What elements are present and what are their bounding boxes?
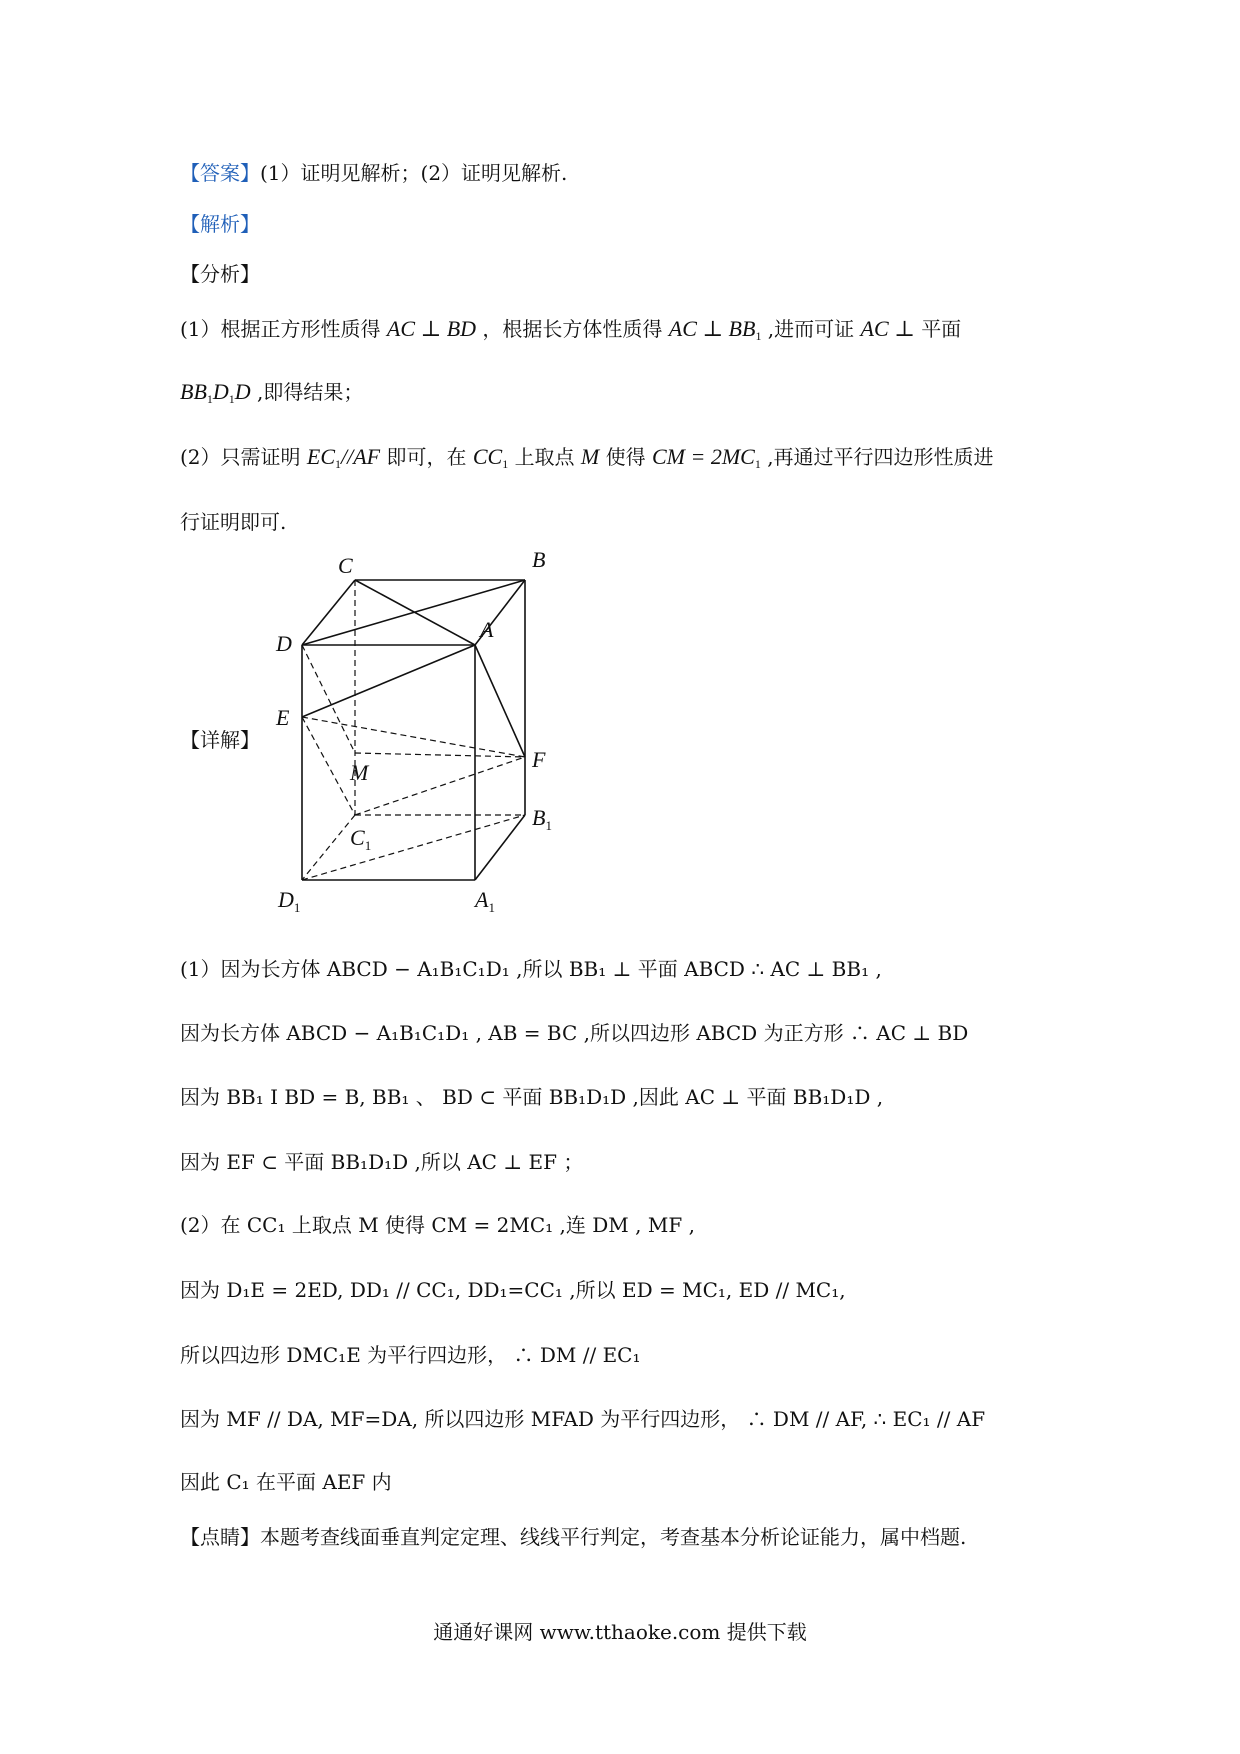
analysis-tag-line	[180, 209, 260, 239]
detail-line-7: 所以四边形 DMC₁E 为平行四边形， ∴ DM // EC₁	[180, 1343, 641, 1367]
dianjing-line	[180, 1522, 966, 1552]
subscript: 1	[755, 329, 762, 343]
answer-tag: 【答案】	[180, 161, 260, 185]
edge-CD	[302, 580, 355, 645]
label-letter: B	[532, 805, 546, 830]
subscript: 1	[502, 457, 509, 471]
dianjing-tag: 【点睛】	[180, 1525, 260, 1549]
math-expr-text: CM = 2MC	[651, 444, 755, 469]
subscript: 1	[754, 457, 761, 471]
label-E: E	[276, 705, 290, 730]
fenxi-line-3	[180, 442, 994, 479]
answer-text: (1）证明见解析；(2）证明见解析.	[260, 161, 568, 185]
math-expr-text: AC ⊥ BB	[668, 316, 756, 341]
label-letter: D	[278, 887, 294, 912]
math-expr-text: CC	[472, 444, 503, 469]
line-AF	[475, 645, 525, 757]
cuboid-figure	[270, 545, 570, 925]
subscript: 1	[206, 392, 213, 406]
line-EA	[302, 645, 475, 717]
fenxi-tag-line	[180, 259, 260, 289]
math-expr	[652, 444, 761, 469]
dianjing-text: 本题考查线面垂直判定定理、线线平行判定，考查基本分析论证能力，属中档题.	[260, 1525, 967, 1549]
page-footer: 通通好课网 www.tthaoke.com 提供下载	[433, 1620, 807, 1644]
label-C: C	[338, 553, 353, 578]
hidden-line-EC1	[302, 717, 355, 815]
label-A: A	[480, 617, 494, 642]
fenxi-text: 上取点	[514, 445, 575, 469]
label-F: F	[532, 747, 546, 772]
math-expr-text: D	[212, 379, 229, 404]
hidden-line-EF	[302, 717, 525, 757]
detail-line-4: 因为 EF ⊂ 平面 BB₁D₁D ,所以 AC ⊥ EF ；	[180, 1150, 584, 1174]
label-D: D	[276, 631, 292, 656]
label-subscript: 1	[293, 900, 301, 915]
detail-tag: 【详解】	[180, 728, 260, 752]
math-expr	[669, 316, 762, 341]
hidden-line-C1F	[355, 757, 525, 815]
detail-line-1: (1）因为长方体 ABCD − A₁B₁C₁D₁ ,所以 BB₁ ⊥ 平面 ABCD ∴ AC ⊥ BB₁ ,	[180, 957, 882, 981]
fenxi-text: (1）根据正方形性质得	[180, 317, 381, 341]
fenxi-line-2	[180, 377, 363, 414]
label-subscript: 1	[488, 900, 495, 915]
fenxi-line-1	[180, 314, 961, 351]
fenxi-text: 即可，在	[386, 445, 467, 469]
hidden-edge-C1D1	[302, 815, 355, 880]
subscript: 1	[228, 392, 235, 406]
math-expr: AC ⊥ BD	[386, 316, 477, 341]
label-B1	[532, 805, 552, 833]
math-expr: M	[580, 444, 600, 469]
fenxi-text: ,即得结果；	[257, 380, 364, 404]
fenxi-tag: 【分析】	[180, 262, 260, 286]
math-expr	[180, 379, 251, 404]
math-expr-text: D	[234, 379, 251, 404]
label-letter: C	[350, 825, 365, 850]
analysis-tag: 【解析】	[180, 212, 260, 236]
answer-line	[180, 158, 567, 188]
math-expr-text: EC	[306, 444, 336, 469]
fenxi-line-4	[180, 507, 286, 537]
label-B: B	[532, 547, 546, 572]
edge-A1B1	[475, 815, 525, 880]
math-expr	[473, 444, 508, 469]
label-subscript: 1	[364, 838, 372, 853]
fenxi-text: 使得	[605, 445, 646, 469]
fenxi-text: (2）只需证明	[180, 445, 301, 469]
math-expr-text: //AF	[341, 444, 381, 469]
fenxi-text: ,进而可证	[767, 317, 855, 341]
fenxi-text: 行证明即可.	[180, 510, 287, 534]
fenxi-text: ，根据长方体性质得	[482, 317, 663, 341]
math-expr	[307, 444, 380, 469]
label-C1	[350, 825, 371, 853]
label-A1	[473, 887, 495, 915]
detail-line-8: 因为 MF // DA, MF=DA, 所以四边形 MFAD 为平行四边形， ∴ DM // AF, ∴ EC₁ // AF	[180, 1407, 986, 1431]
label-subscript: 1	[545, 818, 552, 833]
detail-line-9: 因此 C₁ 在平面 AEF 内	[180, 1470, 392, 1494]
math-expr: AC ⊥	[860, 316, 915, 341]
fenxi-text: 平面	[921, 317, 962, 341]
detail-line-5: (2）在 CC₁ 上取点 M 使得 CM = 2MC₁ ,连 DM , MF ,	[180, 1213, 695, 1237]
label-letter: A	[475, 887, 489, 912]
detail-line-3: 因为 BB₁ I BD = B, BB₁ 、 BD ⊂ 平面 BB₁D₁D ,因此 AC ⊥ 平面 BB₁D₁D ,	[180, 1085, 884, 1109]
fenxi-text: ,再通过平行四边形性质进	[767, 445, 994, 469]
detail-line-2: 因为长方体 ABCD − A₁B₁C₁D₁ , AB = BC ,所以四边形 ABCD 为正方形 ∴ AC ⊥ BD	[180, 1021, 969, 1045]
hidden-diag-D1B1	[302, 815, 525, 880]
hidden-line-MF	[355, 753, 525, 757]
math-expr-text: BB	[180, 379, 207, 404]
detail-line-6: 因为 D₁E = 2ED, DD₁ // CC₁, DD₁=CC₁ ,所以 ED = MC₁, ED // MC₁,	[180, 1278, 846, 1302]
label-D1	[277, 887, 300, 915]
label-M: M	[350, 760, 369, 785]
subscript: 1	[335, 457, 342, 471]
